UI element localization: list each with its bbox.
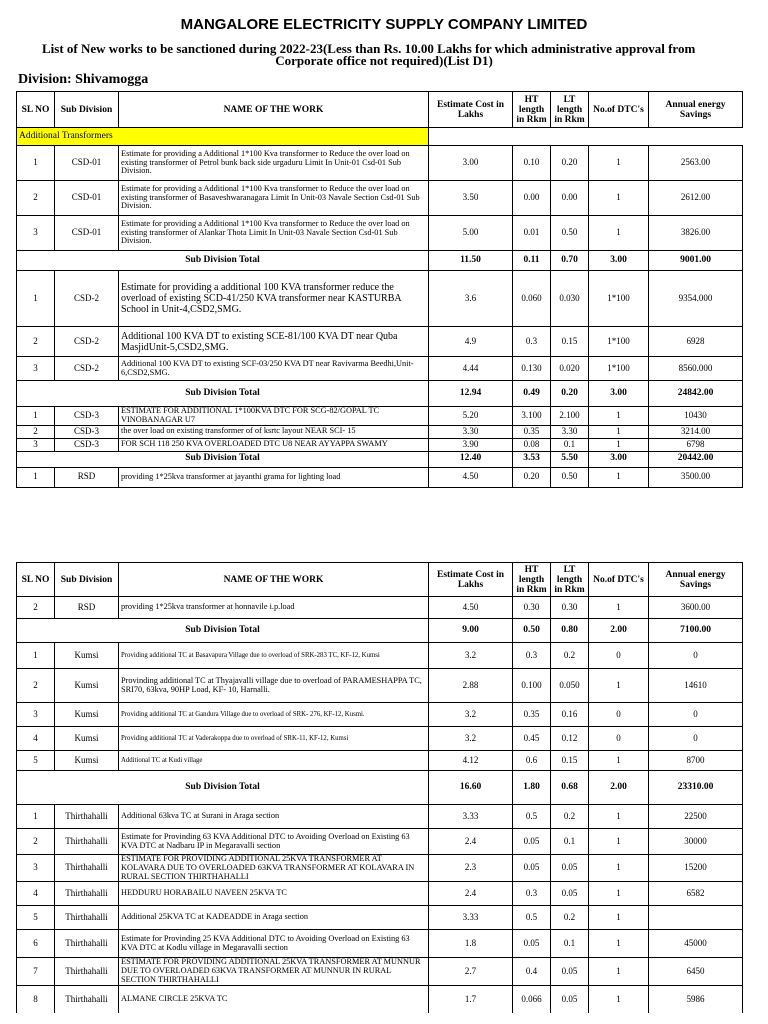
table-row xyxy=(17,438,743,451)
cell-sub-division: CSD-3 xyxy=(55,438,119,451)
cell-sl-no: 6 xyxy=(17,930,55,958)
cell-work-name: providing 1*25kva transformer at honnavile i.p.load xyxy=(119,597,429,619)
cell-work-name: ESTIMATE FOR ADDITIONAL 1*100KVA DTC FOR SCG-82/GOPAL TC VINOBANAGAR U7 xyxy=(119,407,429,426)
cell-energy-savings: 0 xyxy=(649,727,743,751)
cell-estimate: 2.4 xyxy=(429,882,513,906)
cell-sub-division: CSD-2 xyxy=(55,357,119,381)
table-row xyxy=(17,906,743,930)
cell-ht-length: 0.11 xyxy=(513,251,551,271)
cell-ht-length: 0.05 xyxy=(513,930,551,958)
cell-work-name: Estimate for Provinding 25 KVA Additional DTC to Avoiding Overload on Existing 63 KVA DTC at Kodlu village in Megaravalli section xyxy=(119,930,429,958)
section-label: Additional Transformers xyxy=(17,128,429,146)
table-row xyxy=(17,597,743,619)
cell-ht-length: 0.060 xyxy=(513,271,551,327)
cell-energy-savings: 6928 xyxy=(649,327,743,357)
cell-work-name: ESTIMATE FOR PROVIDING ADDITIONAL 25KVA TRANSFORMER AT MUNNUR DUE TO OVERLOADED 63KVA TRANSFORMER AT MUNNUR IN RURAL SECTION THIRTHAHALLI xyxy=(119,958,429,985)
cell-dtc-count: 1 xyxy=(589,751,649,771)
cell-lt-length: 0.030 xyxy=(551,271,589,327)
cell-ht-length: 0.49 xyxy=(513,381,551,407)
cell-estimate: 4.44 xyxy=(429,357,513,381)
cell-work-name: HEDDURU HORABAILU NAVEEN 25KVA TC xyxy=(119,882,429,906)
cell-sub-division: Kumsi xyxy=(55,703,119,727)
cell-lt-length: 0.05 xyxy=(551,985,589,1013)
cell-lt-length: 0.050 xyxy=(551,669,589,703)
cell-sl-no: 1 xyxy=(17,146,55,181)
table-row xyxy=(17,958,743,985)
cell-sub-division: RSD xyxy=(55,597,119,619)
cell-dtc-count: 1*100 xyxy=(589,327,649,357)
cell-dtc-count: 1 xyxy=(589,425,649,438)
cell-energy-savings: 22500 xyxy=(649,805,743,829)
cell-dtc-count: 1 xyxy=(589,146,649,181)
cell-work-name: providing 1*25kva transformer at jayanthi grama for lighting load xyxy=(119,467,429,487)
cell-dtc-count: 1 xyxy=(589,216,649,251)
cell-dtc-count: 1 xyxy=(589,829,649,855)
cell-sl-no: 3 xyxy=(17,855,55,882)
cell-ht-length: 0.20 xyxy=(513,467,551,487)
cell-ht-length: 0.00 xyxy=(513,181,551,216)
cell-lt-length: 0.05 xyxy=(551,882,589,906)
cell-work-name: Estimate for providing a Additional 1*100 Kva transformer to Reduce the over load on existing transformer of Petrol bunk back side urgaduru Limit In Unit-01 Csd-01 Sub Division. xyxy=(119,146,429,181)
cell-dtc-count: 2.00 xyxy=(589,619,649,643)
cell-lt-length: 0.30 xyxy=(551,597,589,619)
page-title: MANGALORE ELECTRICITY SUPPLY COMPANY LIMITED xyxy=(180,16,588,33)
cell-dtc-count: 0 xyxy=(589,727,649,751)
cell-energy-savings: 2563.00 xyxy=(649,146,743,181)
subtotal-row xyxy=(17,251,743,271)
cell-lt-length: 0.2 xyxy=(551,805,589,829)
cell-sub-division: Kumsi xyxy=(55,727,119,751)
cell-sl-no: 1 xyxy=(17,271,55,327)
cell-lt-length: 0.50 xyxy=(551,467,589,487)
cell-sub-division: Thirthahalli xyxy=(55,930,119,958)
header-sub-division: Sub Division xyxy=(55,92,119,128)
cell-sl-no: 1 xyxy=(17,643,55,669)
cell-dtc-count: 1 xyxy=(589,930,649,958)
cell-dtc-count: 1 xyxy=(589,882,649,906)
cell-lt-length: 0.15 xyxy=(551,327,589,357)
cell-ht-length: 0.130 xyxy=(513,357,551,381)
table-row xyxy=(17,181,743,216)
cell-sub-division: Kumsi xyxy=(55,643,119,669)
table-row xyxy=(17,643,743,669)
cell-work-name: Additional 100 KVA DT to existing SCE-81/100 KVA DT near Quba MasjidUnit-5,CSD2,SMG. xyxy=(119,327,429,357)
cell-lt-length: 0.12 xyxy=(551,727,589,751)
cell-dtc-count: 1 xyxy=(589,669,649,703)
cell-sl-no: 1 xyxy=(17,407,55,426)
header-estimate: Estimate Cost in Lakhs xyxy=(429,563,513,597)
cell-sl-no: 4 xyxy=(17,882,55,906)
table-row xyxy=(17,930,743,958)
cell-work-name: the over load on existing transformer of of ksrtc layout NEAR SCI- 15 xyxy=(119,425,429,438)
cell-energy-savings: 6798 xyxy=(649,438,743,451)
header-sub-division: Sub Division xyxy=(55,563,119,597)
cell-lt-length: 0.50 xyxy=(551,216,589,251)
cell-sl-no: 2 xyxy=(17,327,55,357)
cell-sl-no: 3 xyxy=(17,357,55,381)
cell-work-name: Provinding additional TC at Thyajavalli village due to overload of PARAMESHAPPA TC, SRI70, 63kva, 90HP Load, KF- 10, Harnalli. xyxy=(119,669,429,703)
page-subtitle-line1: List of New works to be sanctioned during 2022-23(Less than Rs. 10.00 Lakhs for which administrative approval from xyxy=(42,41,696,56)
cell-sl-no: 5 xyxy=(17,751,55,771)
table-row xyxy=(17,985,743,1013)
cell-energy-savings: 45000 xyxy=(649,930,743,958)
cell-energy-savings: 3826.00 xyxy=(649,216,743,251)
cell-ht-length: 0.30 xyxy=(513,597,551,619)
cell-lt-length: 0.05 xyxy=(551,855,589,882)
division-label: Division: Shivamogga xyxy=(18,72,149,87)
cell-work-name: Additional 100 KVA DT to existing SCF-03/250 KVA DT near Ravivarma Beedhi,Unit-6,CSD2,SMG. xyxy=(119,357,429,381)
cell-sub-division: Thirthahalli xyxy=(55,805,119,829)
cell-sub-division: Thirthahalli xyxy=(55,829,119,855)
cell-estimate: 3.30 xyxy=(429,425,513,438)
cell-estimate: 3.33 xyxy=(429,805,513,829)
cell-ht-length: 0.35 xyxy=(513,425,551,438)
cell-lt-length: 0.80 xyxy=(551,619,589,643)
cell-sub-division: Thirthahalli xyxy=(55,985,119,1013)
cell-energy-savings: 8560.000 xyxy=(649,357,743,381)
cell-ht-length: 0.3 xyxy=(513,643,551,669)
subtotal-row xyxy=(17,771,743,805)
header-lt-length: LT length in Rkm xyxy=(551,92,589,128)
table-row xyxy=(17,467,743,487)
cell-energy-savings: 20442.00 xyxy=(649,451,743,467)
cell-dtc-count: 1*100 xyxy=(589,271,649,327)
table-header-row xyxy=(17,92,743,128)
header-sl-no: SL NO xyxy=(17,92,55,128)
cell-estimate: 3.00 xyxy=(429,146,513,181)
cell-energy-savings: 15200 xyxy=(649,855,743,882)
cell-work-name: Estimate for providing a additional 100 KVA transformer reduce the overload of existing SCD-41/250 KVA transformer near KASTURBA School in Unit-4,CSD2,SMG. xyxy=(119,271,429,327)
cell-sl-no: 5 xyxy=(17,906,55,930)
cell-energy-savings: 3500.00 xyxy=(649,467,743,487)
cell-work-name: Providing additional TC at Gandura Village due to overload of SRK- 276, KF-12, Kusmi. xyxy=(119,703,429,727)
cell-lt-length: 0.020 xyxy=(551,357,589,381)
table-header-row xyxy=(17,563,743,597)
section-row xyxy=(17,128,743,146)
cell-sl-no: 1 xyxy=(17,467,55,487)
page-subtitle-line2: Corporate office not required)(List D1) xyxy=(275,53,493,68)
cell-work-name: Providing additional TC at Basavapura Village due to overload of SRK-283 TC, KF-12, Kumsi xyxy=(119,643,429,669)
header-dtc-count: No.of DTC's xyxy=(589,563,649,597)
cell-estimate: 3.90 xyxy=(429,438,513,451)
cell-dtc-count: 2.00 xyxy=(589,771,649,805)
cell-ht-length: 3.100 xyxy=(513,407,551,426)
cell-lt-length: 0.70 xyxy=(551,251,589,271)
cell-estimate: 2.4 xyxy=(429,829,513,855)
cell-lt-length: 0.16 xyxy=(551,703,589,727)
cell-work-name: ESTIMATE FOR PROVIDING ADDITIONAL 25KVA TRANSFORMER AT KOLAVARA DUE TO OVERLOADED 63KVA TRANSFORMER AT KOLAVARA IN RURAL SECTION THIRTHAHALLI xyxy=(119,855,429,882)
cell-estimate: 5.20 xyxy=(429,407,513,426)
cell-energy-savings: 8700 xyxy=(649,751,743,771)
cell-estimate: 11.50 xyxy=(429,251,513,271)
cell-work-name: Estimate for Provinding 63 KVA Additional DTC to Avoiding Overload on Existing 63 KVA DTC at Nadbaru IP in Megaravalli section xyxy=(119,829,429,855)
table-row xyxy=(17,727,743,751)
cell-sub-division: CSD-01 xyxy=(55,216,119,251)
cell-ht-length: 0.05 xyxy=(513,855,551,882)
cell-lt-length: 0.05 xyxy=(551,958,589,985)
subtotal-label: Sub Division Total xyxy=(17,381,429,407)
cell-lt-length: 0.20 xyxy=(551,146,589,181)
cell-estimate: 3.33 xyxy=(429,906,513,930)
cell-sl-no: 2 xyxy=(17,829,55,855)
cell-lt-length: 0.68 xyxy=(551,771,589,805)
cell-ht-length: 0.5 xyxy=(513,805,551,829)
table-row xyxy=(17,425,743,438)
cell-sl-no: 4 xyxy=(17,727,55,751)
cell-sub-division: Thirthahalli xyxy=(55,855,119,882)
table-row xyxy=(17,703,743,727)
subtotal-label: Sub Division Total xyxy=(17,771,429,805)
cell-ht-length: 0.50 xyxy=(513,619,551,643)
works-table-page1 xyxy=(16,91,743,488)
cell-estimate: 4.12 xyxy=(429,751,513,771)
cell-energy-savings: 6582 xyxy=(649,882,743,906)
cell-dtc-count: 3.00 xyxy=(589,381,649,407)
table-row xyxy=(17,669,743,703)
subtotal-row xyxy=(17,619,743,643)
cell-lt-length: 0.20 xyxy=(551,381,589,407)
cell-work-name: Estimate for providing a Additional 1*100 Kva transformer to Reduce the over load on existing transformer of Basaveshwaranagara Limit In Unit-03 Navale Section Csd-01 Sub Division. xyxy=(119,181,429,216)
cell-estimate: 3.2 xyxy=(429,727,513,751)
cell-energy-savings: 9001.00 xyxy=(649,251,743,271)
table-row xyxy=(17,751,743,771)
table-row xyxy=(17,216,743,251)
table-row xyxy=(17,855,743,882)
cell-ht-length: 0.35 xyxy=(513,703,551,727)
header-work: NAME OF THE WORK xyxy=(119,563,429,597)
cell-dtc-count: 1 xyxy=(589,467,649,487)
cell-ht-length: 0.08 xyxy=(513,438,551,451)
cell-ht-length: 0.10 xyxy=(513,146,551,181)
table-row xyxy=(17,357,743,381)
cell-sub-division: Kumsi xyxy=(55,669,119,703)
cell-sl-no: 3 xyxy=(17,438,55,451)
cell-sub-division: CSD-2 xyxy=(55,327,119,357)
cell-sub-division: Thirthahalli xyxy=(55,958,119,985)
cell-energy-savings: 30000 xyxy=(649,829,743,855)
cell-ht-length: 0.066 xyxy=(513,985,551,1013)
cell-dtc-count: 3.00 xyxy=(589,451,649,467)
cell-dtc-count: 0 xyxy=(589,643,649,669)
header-ht-length: HT length in Rkm xyxy=(513,563,551,597)
cell-estimate: 3.6 xyxy=(429,271,513,327)
cell-lt-length: 0.1 xyxy=(551,930,589,958)
table-row xyxy=(17,327,743,357)
cell-estimate: 9.00 xyxy=(429,619,513,643)
cell-lt-length: 0.1 xyxy=(551,829,589,855)
cell-estimate: 3.50 xyxy=(429,181,513,216)
cell-ht-length: 0.45 xyxy=(513,727,551,751)
cell-sl-no: 3 xyxy=(17,703,55,727)
cell-dtc-count: 3.00 xyxy=(589,251,649,271)
header-lt-length: LT length in Rkm xyxy=(551,563,589,597)
cell-lt-length: 0.2 xyxy=(551,906,589,930)
cell-energy-savings: 24842.00 xyxy=(649,381,743,407)
cell-sub-division: CSD-3 xyxy=(55,425,119,438)
cell-energy-savings: 14610 xyxy=(649,669,743,703)
cell-energy-savings: 23310.00 xyxy=(649,771,743,805)
cell-estimate: 3.2 xyxy=(429,703,513,727)
cell-estimate: 2.3 xyxy=(429,855,513,882)
cell-estimate: 12.40 xyxy=(429,451,513,467)
table-row xyxy=(17,407,743,426)
cell-energy-savings: 9354.000 xyxy=(649,271,743,327)
cell-ht-length: 0.100 xyxy=(513,669,551,703)
cell-sl-no: 2 xyxy=(17,425,55,438)
cell-dtc-count: 1 xyxy=(589,407,649,426)
subtotal-label: Sub Division Total xyxy=(17,251,429,271)
cell-work-name: Additional 63kva TC at Surani in Araga section xyxy=(119,805,429,829)
cell-energy-savings: 3214.00 xyxy=(649,425,743,438)
cell-estimate: 4.50 xyxy=(429,597,513,619)
table-row xyxy=(17,271,743,327)
cell-dtc-count: 1 xyxy=(589,855,649,882)
works-table-page2 xyxy=(16,562,743,1013)
cell-work-name: FOR SCH 118 250 KVA OVERLOADED DTC U8 NEAR AYYAPPA SWAMY xyxy=(119,438,429,451)
cell-sl-no: 2 xyxy=(17,181,55,216)
cell-dtc-count: 1 xyxy=(589,438,649,451)
cell-ht-length: 0.3 xyxy=(513,882,551,906)
cell-dtc-count: 1 xyxy=(589,181,649,216)
cell-lt-length: 5.50 xyxy=(551,451,589,467)
cell-energy-savings: 2612.00 xyxy=(649,181,743,216)
table-row xyxy=(17,146,743,181)
cell-sub-division: CSD-2 xyxy=(55,271,119,327)
cell-energy-savings: 7100.00 xyxy=(649,619,743,643)
cell-energy-savings: 6450 xyxy=(649,958,743,985)
table-row xyxy=(17,829,743,855)
table-row xyxy=(17,805,743,829)
cell-sl-no: 2 xyxy=(17,669,55,703)
cell-energy-savings: 5986 xyxy=(649,985,743,1013)
cell-dtc-count: 1 xyxy=(589,906,649,930)
cell-energy-savings: 3600.00 xyxy=(649,597,743,619)
cell-sl-no: 8 xyxy=(17,985,55,1013)
cell-lt-length: 0.2 xyxy=(551,643,589,669)
cell-estimate: 4.50 xyxy=(429,467,513,487)
cell-dtc-count: 1 xyxy=(589,805,649,829)
cell-work-name: Estimate for providing a Additional 1*100 Kva transformer to Reduce the over load on existing transformer of Alankar Thota Limit In Unit-03 Navale Section Csd-01 Sub Division. xyxy=(119,216,429,251)
cell-energy-savings: 0 xyxy=(649,643,743,669)
cell-sl-no: 2 xyxy=(17,597,55,619)
cell-lt-length: 2.100 xyxy=(551,407,589,426)
cell-dtc-count: 0 xyxy=(589,703,649,727)
cell-energy-savings: 0 xyxy=(649,703,743,727)
cell-dtc-count: 1*100 xyxy=(589,357,649,381)
cell-estimate: 4.9 xyxy=(429,327,513,357)
cell-estimate: 12.94 xyxy=(429,381,513,407)
header-sl-no: SL NO xyxy=(17,563,55,597)
cell-sub-division: Kumsi xyxy=(55,751,119,771)
cell-ht-length: 0.4 xyxy=(513,958,551,985)
cell-lt-length: 3.30 xyxy=(551,425,589,438)
cell-estimate: 1.7 xyxy=(429,985,513,1013)
cell-estimate: 16.60 xyxy=(429,771,513,805)
header-dtc-count: No.of DTC's xyxy=(589,92,649,128)
cell-sl-no: 1 xyxy=(17,805,55,829)
cell-lt-length: 0.15 xyxy=(551,751,589,771)
cell-sub-division: Thirthahalli xyxy=(55,906,119,930)
cell-ht-length: 0.5 xyxy=(513,906,551,930)
table-row xyxy=(17,882,743,906)
cell-dtc-count: 1 xyxy=(589,597,649,619)
cell-work-name: Additional TC at Kudi village xyxy=(119,751,429,771)
cell-estimate: 5.00 xyxy=(429,216,513,251)
header-work: NAME OF THE WORK xyxy=(119,92,429,128)
header-estimate: Estimate Cost in Lakhs xyxy=(429,92,513,128)
cell-lt-length: 0.00 xyxy=(551,181,589,216)
cell-dtc-count: 1 xyxy=(589,958,649,985)
cell-ht-length: 0.6 xyxy=(513,751,551,771)
cell-sub-division: Thirthahalli xyxy=(55,882,119,906)
cell-energy-savings xyxy=(649,906,743,930)
header-energy-savings: Annual energy Savings xyxy=(649,563,743,597)
cell-sub-division: CSD-3 xyxy=(55,407,119,426)
cell-energy-savings: 10430 xyxy=(649,407,743,426)
subtotal-row xyxy=(17,451,743,467)
cell-ht-length: 3.53 xyxy=(513,451,551,467)
header-ht-length: HT length in Rkm xyxy=(513,92,551,128)
subtotal-label: Sub Division Total xyxy=(17,451,429,467)
cell-sl-no: 7 xyxy=(17,958,55,985)
cell-estimate: 2.88 xyxy=(429,669,513,703)
cell-ht-length: 0.3 xyxy=(513,327,551,357)
cell-sl-no: 3 xyxy=(17,216,55,251)
cell-work-name: Providing additional TC at Vaderakoppa due to overload of SRK-11, KF-12, Kumsi xyxy=(119,727,429,751)
cell-lt-length: 0.1 xyxy=(551,438,589,451)
cell-estimate: 2.7 xyxy=(429,958,513,985)
subtotal-label: Sub Division Total xyxy=(17,619,429,643)
cell-dtc-count: 1 xyxy=(589,985,649,1013)
cell-sub-division: CSD-01 xyxy=(55,146,119,181)
cell-sub-division: RSD xyxy=(55,467,119,487)
cell-estimate: 1.8 xyxy=(429,930,513,958)
cell-estimate: 3.2 xyxy=(429,643,513,669)
cell-work-name: Additional 25KVA TC at KADEADDE in Araga section xyxy=(119,906,429,930)
header-energy-savings: Annual energy Savings xyxy=(649,92,743,128)
cell-ht-length: 1.80 xyxy=(513,771,551,805)
cell-sub-division: CSD-01 xyxy=(55,181,119,216)
cell-ht-length: 0.01 xyxy=(513,216,551,251)
cell-work-name: ALMANE CIRCLE 25KVA TC xyxy=(119,985,429,1013)
subtotal-row xyxy=(17,381,743,407)
cell-ht-length: 0.05 xyxy=(513,829,551,855)
